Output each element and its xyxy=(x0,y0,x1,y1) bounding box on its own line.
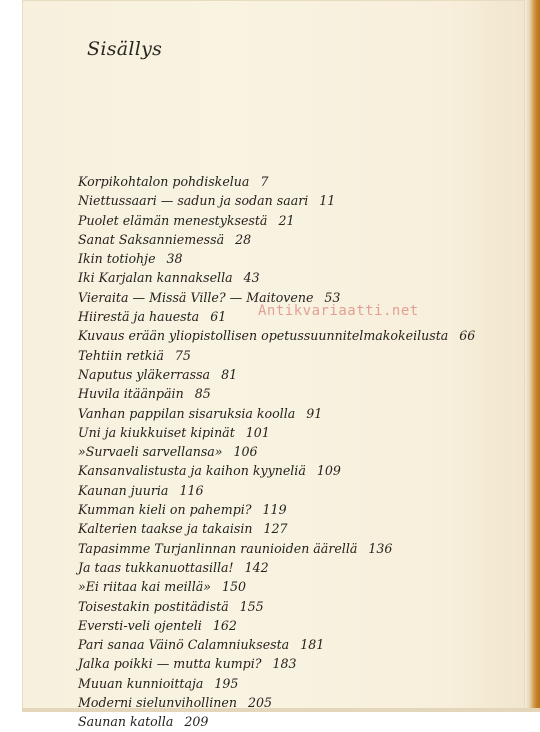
toc-entry-title: Jalka poikki — mutta kumpi? xyxy=(78,656,262,672)
toc-entry xyxy=(78,404,518,423)
toc-entry-page: 155 xyxy=(239,598,264,614)
toc-entry xyxy=(78,539,518,558)
toc-entry-title: Hiirestä ja hauesta xyxy=(78,309,200,325)
toc-entry-title: Tapasimme Turjanlinnan raunioiden äärellä xyxy=(78,540,358,556)
toc-entry-title: Ja taas tukkanuottasilla! xyxy=(78,559,234,575)
toc-entry-page: 119 xyxy=(262,502,287,518)
toc-entry-title: Puolet elämän menestyksestä xyxy=(78,212,268,228)
toc-entry-title: Kansanvalistusta ja kaihon kyyneliä xyxy=(78,463,306,479)
toc-entry xyxy=(78,172,518,191)
toc-entry-page: 85 xyxy=(194,386,211,402)
toc-entry-page: 136 xyxy=(368,540,393,556)
toc-entry-page: 61 xyxy=(210,309,227,325)
toc-entry-title: Sanat Saksanniemessä xyxy=(78,231,225,247)
toc-entry-title: Pari sanaa Väinö Calamniuksesta xyxy=(78,637,290,653)
toc-entry-title: Moderni sielunvihollinen xyxy=(78,695,237,711)
toc-entry-page: 209 xyxy=(184,714,209,730)
table-of-contents xyxy=(78,172,518,732)
toc-entry-title: »Survaeli sarvellansa» xyxy=(78,444,223,460)
toc-entry-page: 195 xyxy=(214,675,239,691)
toc-entry xyxy=(78,384,518,403)
watermark: Antikvariaatti.net xyxy=(258,303,419,319)
toc-entry-page: 38 xyxy=(166,251,183,267)
toc-entry-title: Huvila itäänpäin xyxy=(78,386,184,402)
toc-entry xyxy=(78,191,518,210)
toc-entry-title: Naputus yläkerrassa xyxy=(78,366,211,382)
toc-entry-page: 127 xyxy=(263,521,288,537)
toc-entry-page: 53 xyxy=(324,289,341,305)
toc-entry-title: Korpikohtalon pohdiskelua xyxy=(78,174,250,189)
toc-entry xyxy=(78,346,518,365)
toc-entry-title: Muuan kunnioittaja xyxy=(78,675,204,691)
toc-entry-page: 66 xyxy=(459,328,476,344)
toc-entry-page: 116 xyxy=(179,482,204,498)
toc-entry xyxy=(78,693,518,712)
toc-entry xyxy=(78,365,518,384)
toc-entry xyxy=(78,635,518,654)
toc-entry-page: 11 xyxy=(319,193,336,209)
toc-entry-title: Kalterien taakse ja takaisin xyxy=(78,521,253,537)
toc-entry-page: 21 xyxy=(278,212,295,228)
toc-entry xyxy=(78,500,518,519)
toc-entry-page: 81 xyxy=(221,366,238,382)
toc-entry-title: Tehtiin retkiä xyxy=(78,347,164,363)
toc-entry-title: Saunan katolla xyxy=(78,714,174,730)
toc-entry xyxy=(78,712,518,731)
toc-entry-title: Kumman kieli on pahempi? xyxy=(78,502,252,518)
toc-entry-page: 205 xyxy=(247,695,272,711)
toc-entry-page: 150 xyxy=(221,579,246,595)
toc-entry-page: 101 xyxy=(245,424,270,440)
toc-entry xyxy=(78,211,518,230)
toc-entry-title: Iki Karjalan kannaksella xyxy=(78,270,233,286)
toc-entry-title: Toisestakin postitädistä xyxy=(78,598,229,614)
toc-entry xyxy=(78,423,518,442)
toc-entry xyxy=(78,674,518,693)
toc-entry xyxy=(78,519,518,538)
toc-entry xyxy=(78,230,518,249)
toc-entry xyxy=(78,654,518,673)
toc-entry-page: 183 xyxy=(272,656,297,672)
toc-entry xyxy=(78,249,518,268)
page-title: Sisällys xyxy=(87,38,163,60)
toc-entry-page: 106 xyxy=(233,444,258,460)
toc-entry xyxy=(78,597,518,616)
toc-entry xyxy=(78,326,518,345)
toc-entry-title: »Ei riitaa kai meillä» xyxy=(78,579,211,595)
toc-entry xyxy=(78,577,518,596)
toc-entry-page: 43 xyxy=(243,270,260,286)
toc-entry xyxy=(78,558,518,577)
toc-entry-title: Kaunan juuria xyxy=(78,482,169,498)
toc-entry-page: 142 xyxy=(244,559,269,575)
toc-entry-title: Vanhan pappilan sisaruksia koolla xyxy=(78,405,296,421)
toc-entry-title: Vieraita — Missä Ville? — Maitovene xyxy=(78,289,314,305)
toc-entry xyxy=(78,616,518,635)
toc-entry xyxy=(78,268,518,287)
toc-entry-title: Ikin totiohje xyxy=(78,251,156,267)
toc-entry-title: Eversti-veli ojenteli xyxy=(78,617,202,633)
toc-entry-title: Kuvaus erään yliopistollisen opetussuunnitelmakokeilusta xyxy=(78,328,449,344)
toc-entry-title: Niettussaari — sadun ja sodan saari xyxy=(78,193,309,209)
toc-entry-page: 109 xyxy=(316,463,341,479)
toc-entry-page: 28 xyxy=(235,231,252,247)
toc-entry xyxy=(78,461,518,480)
toc-entry-page: 91 xyxy=(306,405,323,421)
toc-entry-page: 181 xyxy=(300,637,325,653)
toc-entry-page: 75 xyxy=(174,347,191,363)
toc-entry-title: Uni ja kiukkuiset kipinät xyxy=(78,424,235,440)
book-fore-edge xyxy=(525,0,540,712)
toc-entry-page: 7 xyxy=(260,174,269,189)
toc-entry xyxy=(78,481,518,500)
toc-entry xyxy=(78,442,518,461)
toc-entry-page: 162 xyxy=(212,617,237,633)
